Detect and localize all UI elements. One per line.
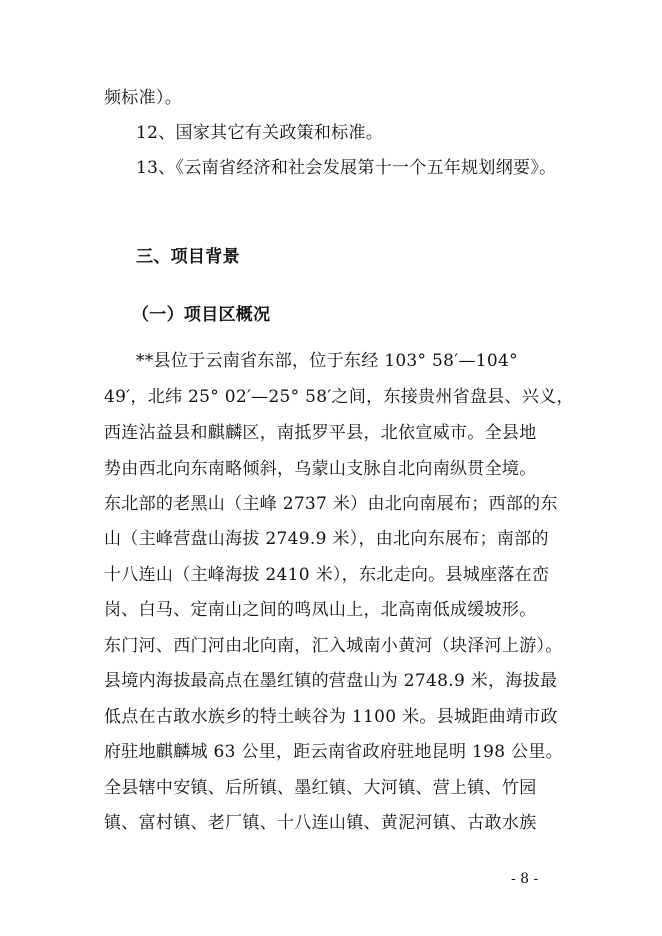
body-line: **县位于云南省东部，位于东经 103° 58′—104° — [136, 351, 518, 371]
body-line: 府驻地麒麟城 63 公里，距云南省政府驻地昆明 198 公里。 — [104, 742, 563, 762]
body-line: 镇、富村镇、老厂镇、十八连山镇、黄泥河镇、古敢水族 — [104, 813, 537, 833]
body-line: 西连沾益县和麒麟区，南抵罗平县，北依宣威市。全县地 — [104, 423, 537, 443]
body-line: 低点在古敢水族乡的特土峡谷为 1100 米。县城距曲靖市政 — [104, 707, 558, 727]
body-line: 十八连山（主峰海拔 2410 米），东北走向。县城座落在峦 — [104, 565, 550, 585]
body-line: 山（主峰营盘山海拔 2749.9 米），由北向东展布；南部的 — [104, 529, 549, 549]
body-line: 东北部的老黑山（主峰 2737 米）由北向南展布；西部的东 — [104, 494, 558, 514]
section-heading: 三、项目背景 — [136, 247, 240, 267]
body-line: 势由西北向东南略倾斜，乌蒙山支脉自北向南纵贯全境。 — [104, 459, 537, 479]
body-line: 49′，北纬 25° 02′—25° 58′之间，东接贵州省盘县、兴义， — [104, 387, 574, 407]
body-line: 县境内海拔最高点在墨红镇的营盘山为 2748.9 米，海拔最 — [104, 671, 558, 691]
intro-line: 频标准）。 — [104, 88, 182, 108]
body-line: 岗、白马、定南山之间的鸣凤山上，北高南低成缓坡形。 — [104, 600, 537, 620]
page-number: - 8 - — [511, 871, 539, 887]
body-line: 东门河、西门河由北向南，汇入城南小黄河（块泽河上游）。 — [104, 636, 563, 656]
subsection-heading: （一）项目区概况 — [132, 305, 271, 325]
body-line: 全县辖中安镇、后所镇、墨红镇、大河镇、营上镇、竹园 — [104, 778, 537, 798]
intro-line: 13、《云南省经济和社会发展第十一个五年规划纲要》。 — [136, 158, 557, 178]
intro-line: 12、国家其它有关政策和标准。 — [136, 123, 384, 143]
